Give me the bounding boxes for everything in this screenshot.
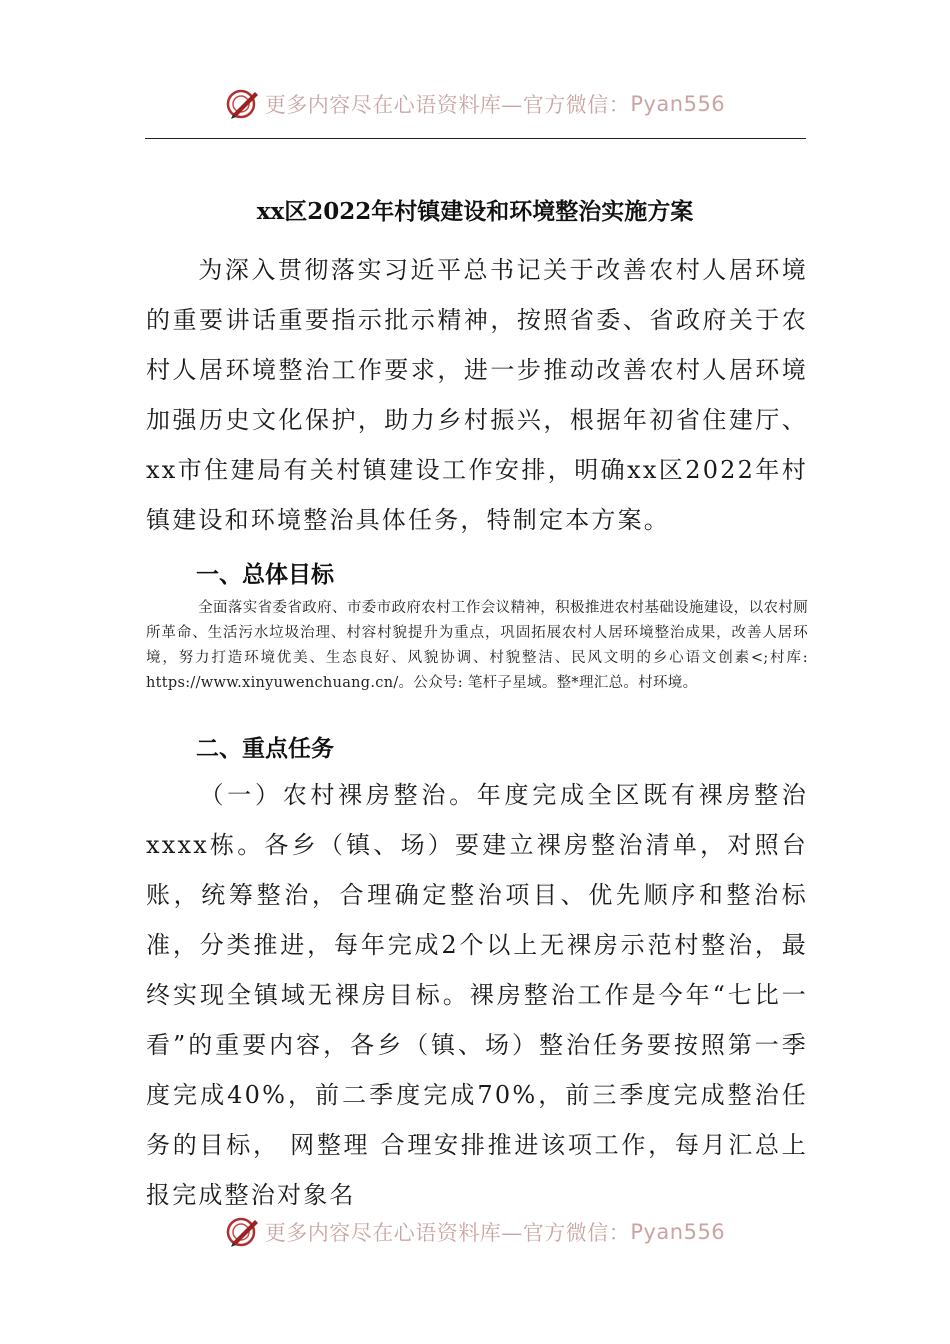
watermark-wechat-id: Pyan556 (630, 1220, 726, 1244)
document-title: xx区2022年村镇建设和环境整治实施方案 (256, 198, 694, 226)
pen-logo-icon (225, 86, 261, 122)
header-rule (145, 138, 806, 139)
key-tasks-text: （一）农村裸房整治。年度完成全区既有裸房整治xxxx栋。各乡（镇、场）要建立裸房整治清单，对照台账，统筹整治，合理确定整治项目、优先顺序和整治标准，分类推进，每年完成2个以上无裸房示范村整治，最终实现全镇域无裸房目标。裸房整治工作是今年“七比一看”的重要内容，各乡（镇、场）整治任务要按照第一季度完成40%，前二季度完成70%，前三季度完成整治任务的目标， 网整理 合理安排推进该项工作，每月汇总上报完成整治对象名 (146, 781, 808, 1209)
watermark-wechat-id: Pyan556 (630, 92, 726, 116)
overall-goal-paragraph (146, 596, 808, 696)
intro-paragraph (146, 245, 808, 545)
watermark-banner-top (0, 82, 950, 126)
intro-text: 为深入贯彻落实习近平总书记关于改善农村人居环境的重要讲话重要指示批示精神，按照省委、省政府关于农村人居环境整治工作要求，进一步推动改善农村人居环境加强历史文化保护，助力乡村振兴，根据年初省住建厅、xx市住建局有关村镇建设工作安排，明确xx区2022年村镇建设和环境整治具体任务，特制定本方案。 (146, 256, 808, 534)
overall-goal-text: 全面落实省委省政府、市委市政府农村工作会议精神，积极推进农村基础设施建设，以农村厕所革命、生活污水垃圾治理、村容村貌提升为重点，巩固拓展农村人居环境整治成果，改善人居环境，努力打造环境优美、生态良好、风貌协调、村貌整洁、民风文明的乡心语文创素<;村库: https://www.xinyuwenchuang.cn/。公众号: 笔杆子星域。整*理汇总。村环境。 (146, 600, 808, 691)
pen-logo-icon (225, 1214, 261, 1250)
watermark-text: 更多内容尽在心语资料库—官方微信： (264, 1221, 631, 1245)
section-heading-key-tasks: 二、重点任务 (196, 736, 334, 762)
section-heading-overall-goal: 一、总体目标 (196, 562, 334, 588)
watermark-text: 更多内容尽在心语资料库—官方微信： (264, 93, 631, 117)
watermark-banner-bottom (0, 1210, 950, 1254)
key-tasks-paragraph (146, 770, 808, 1220)
